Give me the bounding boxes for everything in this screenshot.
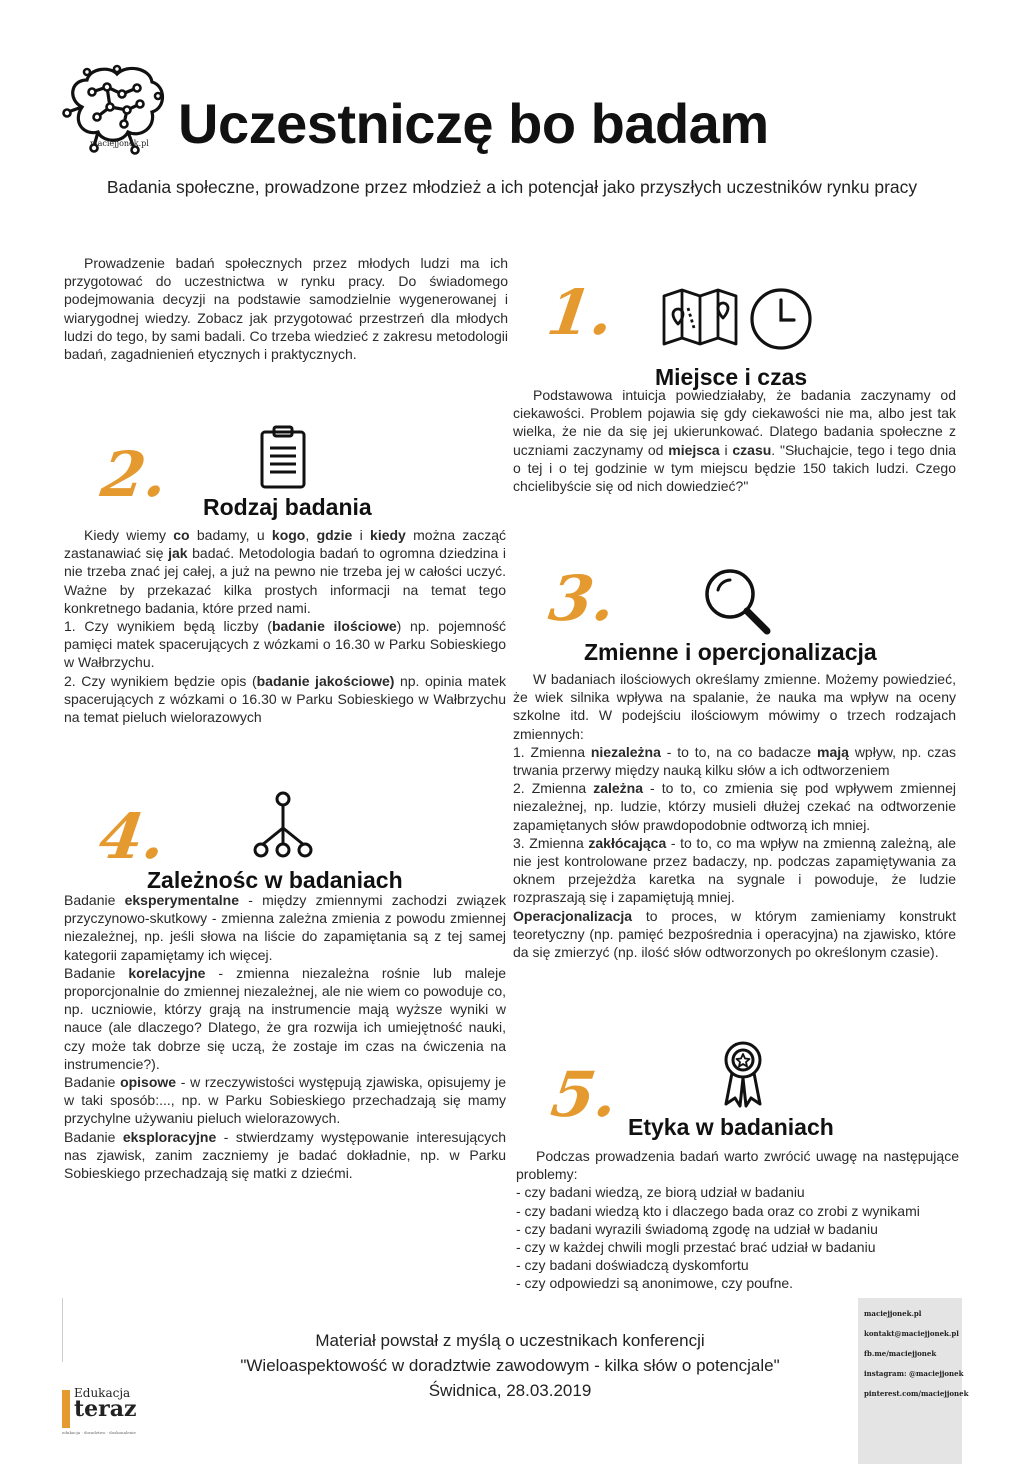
section-title-2: Rodzaj badania xyxy=(203,494,372,520)
list-item: - czy badani wiedzą, ze biorą udział w badaniu xyxy=(516,1184,805,1201)
list-item: - czy badani wyrazili świadomą zgodę na udział w badaniu xyxy=(516,1220,878,1237)
contact-box xyxy=(858,1298,969,1464)
section-number-5: 5. xyxy=(546,1058,622,1131)
list-item: - czy w każdej chwili mogli przestać brać udział w badaniu xyxy=(516,1239,876,1256)
section-4-body: Badanie eksperymentalne - między zmiennymi zachodzi związek przyczynowo-skutkowy - zmienna zależna zmienia z powodu zmiennej niezależnej, np. jeśli słowa na liście do zapamiętania są z tej samej kategorii zapamiętamy ich więcej. Badanie korelacyjne - zmienna niezależna rośnie lub maleje proporcjonalnie do zmiennej niezależnej, ale nie wiem co powoduje co, np. uczniowie, którzy grają na instrumencie mają wyższe wyniki w nauce (ale dlaczego? Dlatego, że gra rozwija ich umiejętność nauki, czy może tak dobrze się uczą, że zostaje im czas na ćwiczenia na instrumencie?). Badanie opisowe - w rzeczywistości występują zjawiska, opisujemy je w taki sposób:..., np. w Parku Sobieskiego przechadzają się mamy przychylne używaniu pieluch wielorazowych. Badanie eksploracyjne - stwierdzamy występowanie interesujących nas zjawisk, zanim zaczniemy je badać dokładnie, np. w Parku Sobieskiego przechadzają się matki z dziećmi. xyxy=(64,892,506,1182)
section-number-1: 1. xyxy=(542,276,618,349)
footer-line-3: Świdnica, 28.03.2019 xyxy=(428,1381,592,1400)
list-item: - czy badani doświadczą dyskomfortu xyxy=(516,1257,749,1274)
contact-facebook[interactable]: fb.me/maciejjonek xyxy=(864,1349,937,1358)
contact-instagram[interactable]: instagram: @maciejjonek xyxy=(864,1369,964,1378)
contact-pinterest[interactable]: pinterest.com/maciejjonek xyxy=(864,1389,969,1398)
section-title-3: Zmienne i opercjonalizacja xyxy=(584,639,877,665)
contact-website[interactable]: maciejjonek.pl xyxy=(864,1309,922,1318)
section-title-5: Etyka w badaniach xyxy=(628,1114,834,1140)
page-title: Uczestniczę bo badam xyxy=(178,92,769,155)
intro-text: Prowadzenie badań społecznych przez młodych ludzi ma ich przygotować do uczestnictwa w rynku pracy. Do świadomego podejmowania decyzji na podstawie samodzielnie wygenerowanej i wiarygodnej wiedzy. Zobacz jak przygotować przestrzeń dla młodych ludzi do tego, by sami badali. Co trzeba wiedzieć z zakresu metodologii badań, zagadnienień etycznych i praktycznych. xyxy=(64,255,508,363)
clock-icon xyxy=(748,286,814,352)
section-1-body: Podstawowa intuicja powiedziałaby, że badania zaczynamy od ciekawości. Problem pojawia się gdy ciekawości nie ma, albo jest tak wielka, że nie da się jej ukierunkować. Dlatego badania społeczne z uczniami zaczynamy od miejsca i czasu. "Słuchajcie, tego i tego dnia o tej i o tej godzinie w tym miejscu będzie 150 takich ludzi. Czego chcielibyście się od nich dowiedzieć?" xyxy=(513,387,956,495)
section-title-1: Miejsce i czas xyxy=(655,364,808,390)
list-item: - czy badani wiedzą kto i dlaczego bada oraz co zrobi z wynikami xyxy=(516,1202,920,1219)
award-ribbon-icon xyxy=(720,1040,766,1110)
page-subtitle: Badania społeczne, prowadzone przez młodzież a ich potencjał jako przyszłych uczestników rynku pracy xyxy=(106,177,918,197)
magnifier-icon xyxy=(702,566,772,636)
ethics-list xyxy=(516,1183,959,1292)
footer-credits xyxy=(180,1328,840,1403)
list-item: - czy odpowiedzi są anonimowe, czy poufne. xyxy=(516,1275,794,1292)
footer-divider xyxy=(62,1298,63,1362)
intro-paragraph xyxy=(64,254,508,363)
section-number-4: 4. xyxy=(94,800,170,873)
section-5-body: Podczas prowadzenia badań warto zwrócić uwagę na następujące problemy: - czy badani wiedzą, ze biorą udział w badaniu - czy badani wiedzą kto i dlaczego bada oraz co zrobi z wynikami - czy badani wyrazili świadomą zgodę na udział w badaniu - czy w każdej chwili mogli przestać brać udział w badaniu - czy badani doświadczą dyskomfortu - czy odpowiedzi są anonimowe, czy poufne. xyxy=(516,1148,959,1292)
contact-email[interactable]: kontakt@maciejjonek.pl xyxy=(864,1329,959,1338)
section-3-body: W badaniach ilościowych określamy zmienne. Możemy powiedzieć, że wiek silnika wpływa na spalanie, że nauka ma wpływ na oceny szkolne itd. W podejściu ilościowym mówimy o trzech rodzajach zmiennych: 1. Zmienna niezależna - to to, na co badacze mają wpływ, np. czas trwania przerwy między nauką kilku słów a ich odtworzeniem 2. Zmienna zależna - to to, co zmienia się pod wpływem zmiennej niezależnej, np. ludzie, którzy musieli dłużej czekać na odtworzenie zapamiętanych słów prawdopodobnie odtworzą ich mniej. 3. Zmienna zakłócająca - to to, co ma wpływ na zmienną zależną, ale nie jest kontrolowane przez badaczy, np. podczas zapamiętywania za oknem przejeżdża karetka na sygnale i powoduje, że ludzie rozpraszają się i zapamiętują mniej. Operacjonalizacja to proces, w którym zamieniamy konstrukt teoretyczny (np. pamięć bezpośrednia i operacyjna) na zjawisko, które da się zmierzyć (np. ilość słów odtworzonych po określonym czasie). xyxy=(513,671,957,961)
section-number-2: 2. xyxy=(96,438,172,511)
clipboard-icon xyxy=(258,424,308,490)
section-number-3: 3. xyxy=(544,562,620,635)
footer-line-1: Materiał powstał z myślą o uczestnikach konferencji xyxy=(315,1331,705,1350)
hierarchy-icon xyxy=(250,790,316,858)
footer-line-2: "Wieloaspektowość w doradztwie zawodowym - kilka słów o potencjale" xyxy=(240,1356,780,1375)
map-icon xyxy=(660,288,740,348)
section-2-body: Kiedy wiemy co badamy, u kogo, gdzie i kiedy można zacząć zastanawiać się jak badać. Metodologia badań to ogromna dziedzina i nie trzeba znać jej całej, a już na pewno nie trzeba jej w całości uczyć. Ważne by przekazać kilka prostych informacji na temat tego konkretnego badania, które przed nami. 1. Czy wynikiem będą liczby (badanie ilościowe) np. pojemność pamięci matek spacerujących z wózkami o 16.30 w Parku Sobieskiego w Wałbrzychu. 2. Czy wynikiem będzie opis (badanie jakościowe) np. opinia matek spacerujących z wózkami o 16.30 w Parku Sobieskiego w Wałbrzychu na temat pieluch wielorazowych xyxy=(64,527,507,726)
section-title-4: Zależnośc w badaniach xyxy=(147,867,403,893)
logo-text: maciejjonek.pl xyxy=(90,139,149,148)
